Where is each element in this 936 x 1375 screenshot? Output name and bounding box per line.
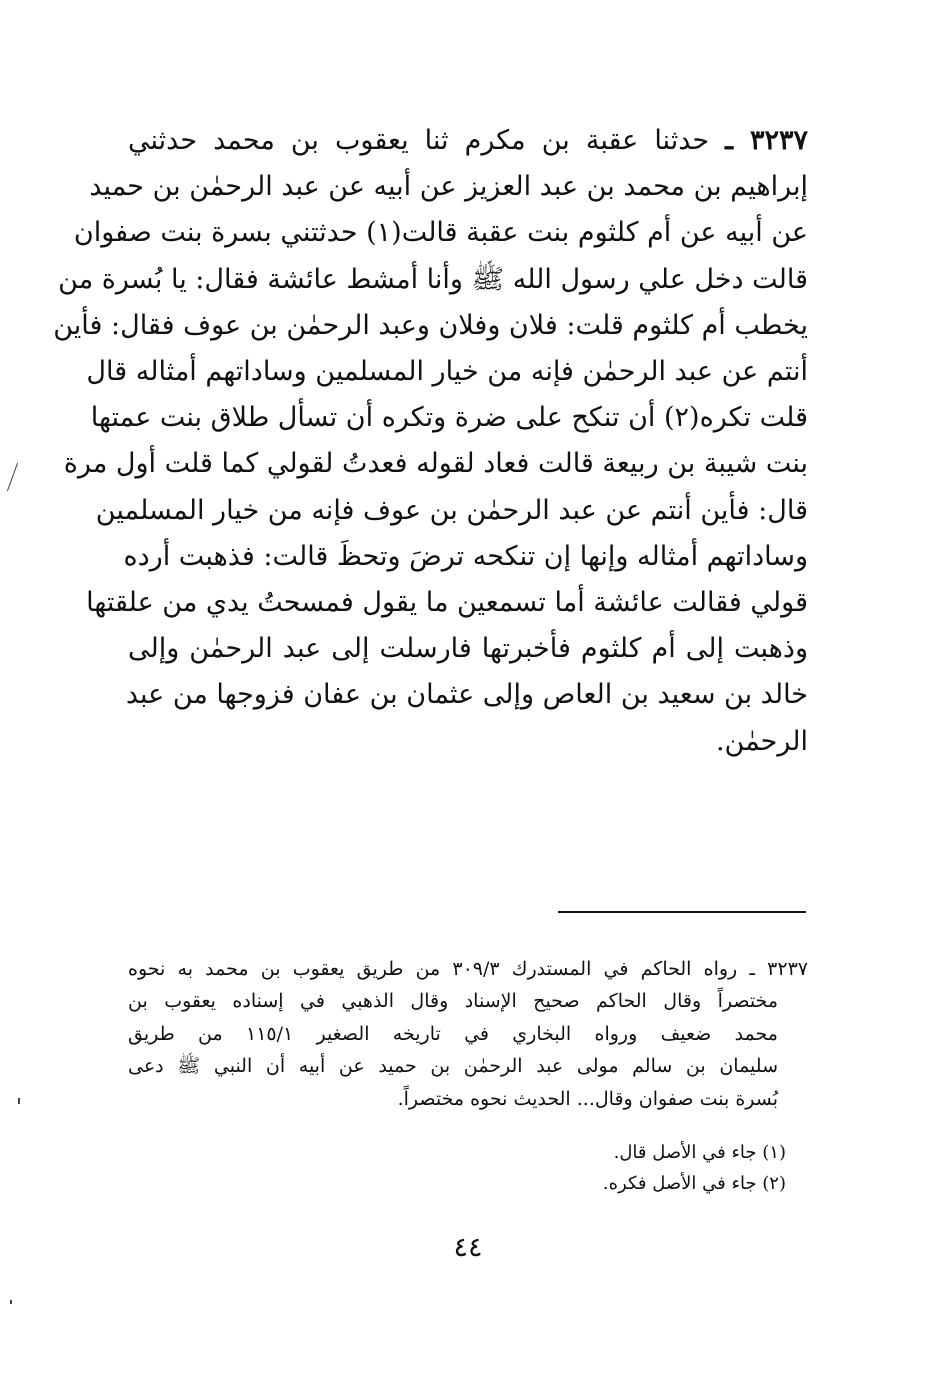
commentary-line: محمد ضعيف ورواه البخاري في تاريخه الصغير ١١٥/١ من طريق xyxy=(128,1022,778,1045)
scan-mark xyxy=(7,463,18,492)
hadith-line: ٣٢٣٧ ـ حدثنا عقبة بن مكرم ثنا يعقوب بن محمد حدثني xyxy=(128,125,808,156)
hadith-line: قالت دخل علي رسول الله ﷺ وأنا أمشط عائشة فقال: يا بُسرة من xyxy=(58,263,808,295)
hadith-text xyxy=(53,118,808,765)
hadith-line: قلت تكره(٢) أن تنكح على ضرة وتكره أن تسأل طلاق بنت عمتها xyxy=(90,402,808,434)
commentary-line: مختصراً وقال الحاكم صحيح الإسناد وقال الذهبي في إسناده يعقوب بن xyxy=(128,990,778,1013)
hadith-line: قولي فقالت عائشة أما تسمعين ما يقول فمسحتُ يدي من علقتها xyxy=(86,587,808,619)
footnotes xyxy=(128,1137,808,1199)
hadith-line: يخطب أم كلثوم قلت: فلان وفلان وعبد الرحمٰن بن عوف فقال: فأين xyxy=(53,309,808,341)
hadith-line: عن أبيه عن أم كلثوم بنت عقبة قالت(١) حدثتني بسرة بنت صفوان xyxy=(73,217,808,249)
hadith-number: ٣٢٣٧ ـ xyxy=(725,125,808,156)
hadith-line: أنتم عن عبد الرحمٰن فإنه من خيار المسلمين وساداتهم أمثاله قال xyxy=(86,356,808,388)
commentary-line: بُسرة بنت صفوان وقال... الحديث نحوه مختصراً. xyxy=(397,1087,778,1110)
scan-mark xyxy=(10,1300,12,1304)
hadith-line: قال: فأين أنتم عن عبد الرحمٰن بن عوف فإنه من خيار المسلمين xyxy=(95,494,808,526)
commentary-line: ٣٢٣٧ ـ رواه الحاكم في المستدرك ٣٠٩/٣ من طريق يعقوب بن محمد به نحوه xyxy=(128,958,808,980)
footnote-2: (٢) جاء في الأصل فكره. xyxy=(602,1173,786,1194)
footnote-divider xyxy=(558,911,806,913)
footnote-1: (١) جاء في الأصل قال. xyxy=(613,1142,786,1163)
hadith-line: خالد بن سعيد بن العاص وإلى عثمان بن عفان فزوجها من عبد xyxy=(125,679,808,711)
hadith-line: إبراهيم بن محمد بن عبد العزيز عن أبيه عن عبد الرحمٰن بن حميد xyxy=(89,171,808,203)
page-number: ٤٤ xyxy=(453,1232,483,1263)
commentary-line: سليمان بن سالم مولى عبد الرحمٰن بن حميد عن أبيه أن النبي ﷺ دعى xyxy=(128,1055,778,1078)
scan-mark xyxy=(18,1098,20,1104)
hadith-line: الرحمٰن. xyxy=(715,725,808,757)
hadith-line: وذهبت إلى أم كلثوم فأخبرتها فارسلت إلى عبد الرحمٰن وإلى xyxy=(128,633,808,665)
hadith-line: بنت شيبة بن ربيعة قالت فعاد لقوله فعدتُ لقولي كما قلت أول مرة xyxy=(63,448,808,480)
takhrij-commentary xyxy=(128,953,808,1115)
hadith-line: وساداتهم أمثاله وإنها إن تنكحه ترضَ وتحظَ قالت: فذهبت أرده xyxy=(123,540,808,572)
